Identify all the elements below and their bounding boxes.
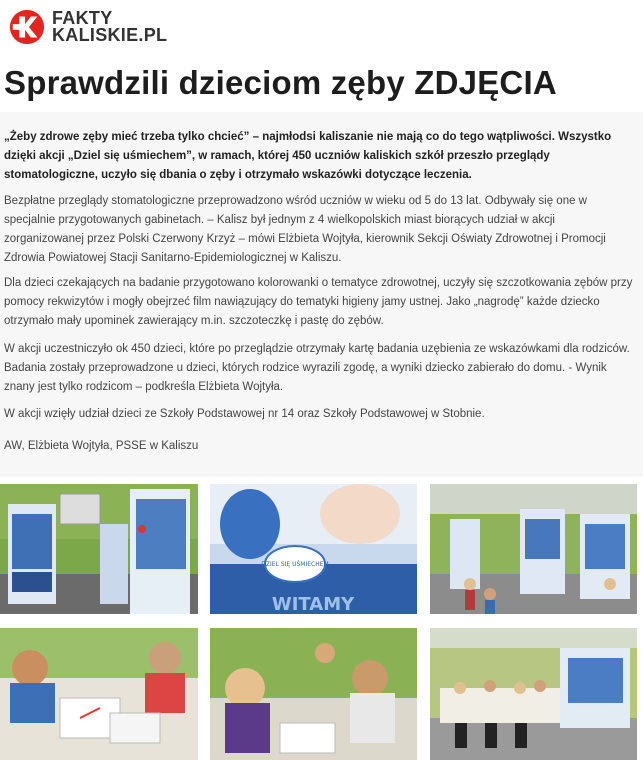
banner-text: WITAMY (271, 594, 355, 614)
gallery-photo-6[interactable] (430, 628, 637, 760)
gallery-photo-3[interactable] (430, 484, 637, 614)
site-logo[interactable] (8, 8, 167, 46)
article-paragraph-2: Dla dzieci czekających na badanie przygotowano kolorowanki o tematyce zdrowotnej, uczyły się szczotkowania zębów przy pomocy rekwizytów i mogły obejrzeć film nawiązujący do tematyki higieny jamy ustnej. Jako „nagrodę” każde dziecko otrzymało mały upominek zawierający m.in. szczoteczkę i pastę do zębów. (4, 277, 633, 327)
gallery-photo-4[interactable] (0, 628, 198, 760)
article-source: AW, Elżbieta Wojtyła, PSSE w Kaliszu (4, 440, 199, 452)
gallery-photo-5[interactable] (210, 628, 417, 760)
logo-cross-icon (8, 8, 46, 46)
logo-line-1: FAKTY (52, 8, 113, 28)
photo-gallery (0, 484, 643, 760)
article-title: Sprawdzili dzieciom zęby ZDJĘCIA (4, 64, 557, 101)
site-header (0, 0, 643, 52)
logo-line-2: KALISKIE.PL (52, 25, 168, 45)
gallery-photo-1[interactable] (0, 484, 198, 614)
article-paragraph-4: W akcji wzięły udział dzieci ze Szkoły Podstawowej nr 14 oraz Szkoły Podstawowej w Stobnie. (4, 408, 485, 420)
article-paragraph-3: W akcji uczestniczyło ok 450 dzieci, które po przeglądzie otrzymały kartę badania uzębienia ze wskazówkami dla rodziców. Badania zostały przeprowadzone u dzieci, których rodzice wyrazili zgodę, a wyniki dziecko zabierało do domu. - Wynik znany jest tylko rodzicom – podkreśla Elżbieta Wojtyła. (4, 343, 630, 393)
article-lead: „Żeby zdrowe zęby mieć trzeba tylko chcieć” – najmłodsi kaliszanie nie mają co do tego wątpliwości. Wszystko dzięki akcji „Dziel się uśmiechem”, w ramach, której 450 uczniów kaliskich szkół przeszło przeglądy stomatologiczne, uczyło się dbania o zęby i otrzymało wskazówki dotyczące leczenia. (4, 131, 612, 181)
badge-text: DZIEL SIĘ UŚMIECHEM (261, 561, 329, 568)
article-paragraph-1: Bezpłatne przeglądy stomatologiczne przeprowadzono wśród uczniów w wieku od 5 do 13 lat. Odbywały się one w specjalnie przygotowanych gabinetach. – Kalisz był jednym z 4 wielkopolskich miast biorących udział w akcji zorganizowanej przez Polski Czerwony Krzyż – mówi Elżbieta Wojtyła, kierownik Sekcji Oświaty Zdrowotnej i Promocji Zdrowia Powiatowej Stacji Sanitarno-Epidemiologicznej w Kaliszu. (4, 195, 606, 264)
gallery-photo-2[interactable] (210, 484, 417, 614)
logo-wordmark (52, 10, 167, 44)
